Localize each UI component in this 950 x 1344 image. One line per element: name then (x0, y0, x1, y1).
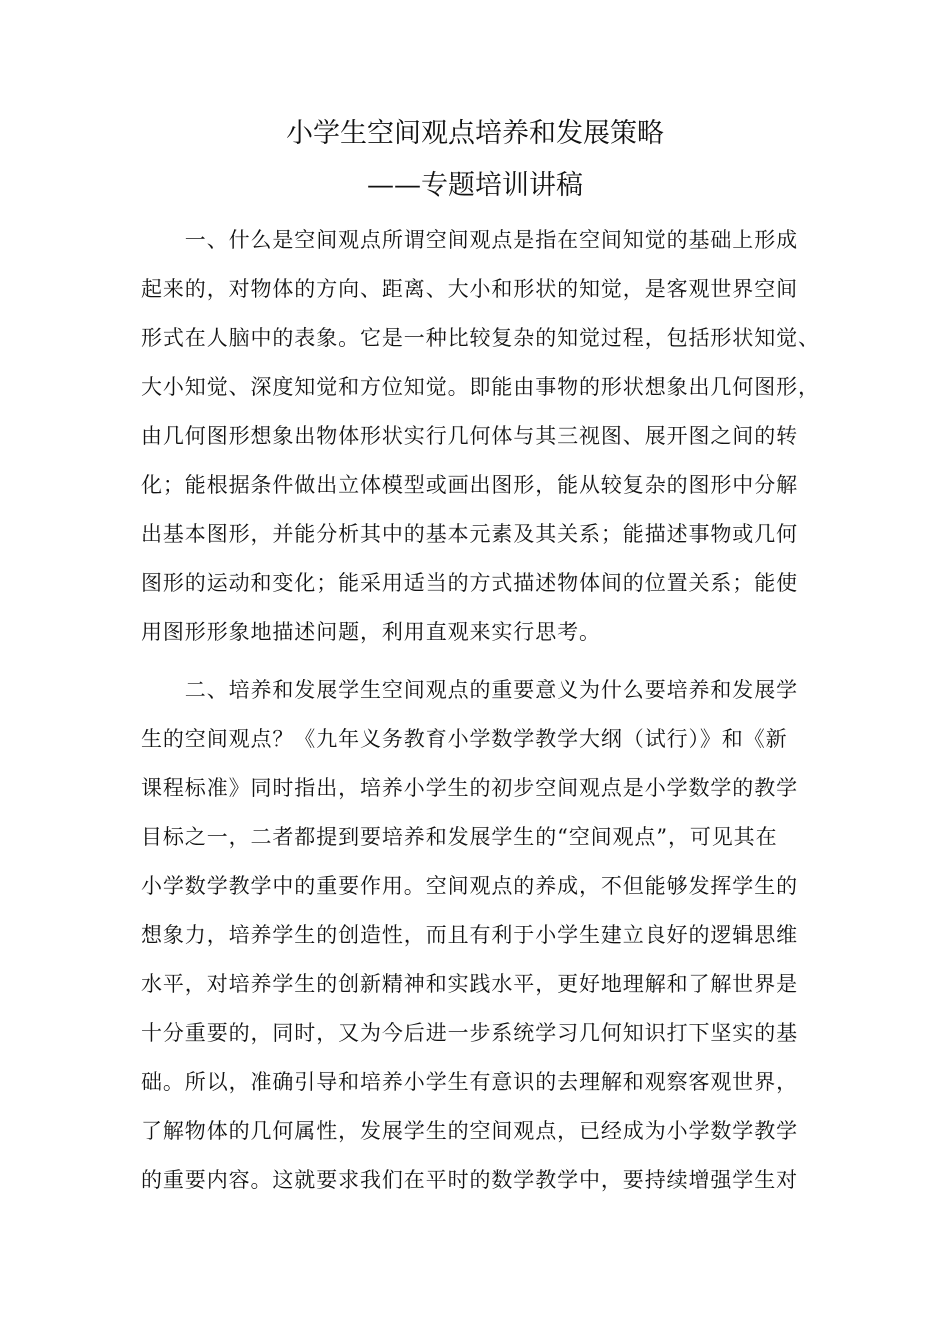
body-line: 了解物体的几何属性，发展学生的空间观点，已经成为小学数学教学 (141, 1119, 798, 1143)
body-line: 图形的运动和变化；能采用适当的方式描述物体间的位置关系；能使 (141, 571, 798, 595)
body-line: 用图形形象地描述问题，利用直观来实行思考。 (141, 620, 601, 644)
document-title: 小学生空间观点培养和发展策略 (286, 118, 664, 149)
body-line: 起来的，对物体的方向、距离、大小和形状的知觉，是客观世界空间 (141, 277, 798, 301)
body-line: 由几何图形想象出物体形状实行几何体与其三视图、展开图之间的转 (141, 424, 798, 448)
body-line: 二、培养和发展学生空间观点的重要意义为什么要培养和发展学 (141, 678, 798, 702)
body-line: 出基本图形，并能分析其中的基本元素及其关系；能描述事物或几何 (141, 522, 798, 546)
document-subtitle: ——专题培训讲稿 (367, 170, 583, 201)
body-line: 目标之一，二者都提到要培养和发展学生的“空间观点”，可见其在 (141, 825, 778, 849)
body-line: 的重要内容。这就要求我们在平时的数学教学中，要持续增强学生对 (141, 1168, 798, 1192)
body-line: 形式在人脑中的表象。它是一种比较复杂的知觉过程，包括形状知觉、 (141, 326, 820, 350)
body-line: 生的空间观点？《九年义务教育小学数学教学大纲（试行）》和《新 (141, 727, 788, 751)
body-line: 水平，对培养学生的创新精神和实践水平，更好地理解和了解世界是 (141, 972, 798, 996)
body-line: 想象力，培养学生的创造性，而且有利于小学生建立良好的逻辑思维 (141, 923, 798, 947)
body-line: 化；能根据条件做出立体模型或画出图形，能从较复杂的图形中分解 (141, 473, 798, 497)
body-line: 课程标准》同时指出，培养小学生的初步空间观点是小学数学的教学 (141, 776, 798, 800)
body-line: 十分重要的，同时，又为今后进一步系统学习几何知识打下坚实的基 (141, 1021, 798, 1045)
body-line: 础。所以，准确引导和培养小学生有意识的去理解和观察客观世界， (141, 1070, 798, 1094)
body-line: 一、什么是空间观点所谓空间观点是指在空间知觉的基础上形成 (141, 228, 798, 252)
body-line: 大小知觉、深度知觉和方位知觉。即能由事物的形状想象出几何图形， (141, 375, 820, 399)
body-line: 小学数学教学中的重要作用。空间观点的养成，不但能够发挥学生的 (141, 874, 798, 898)
